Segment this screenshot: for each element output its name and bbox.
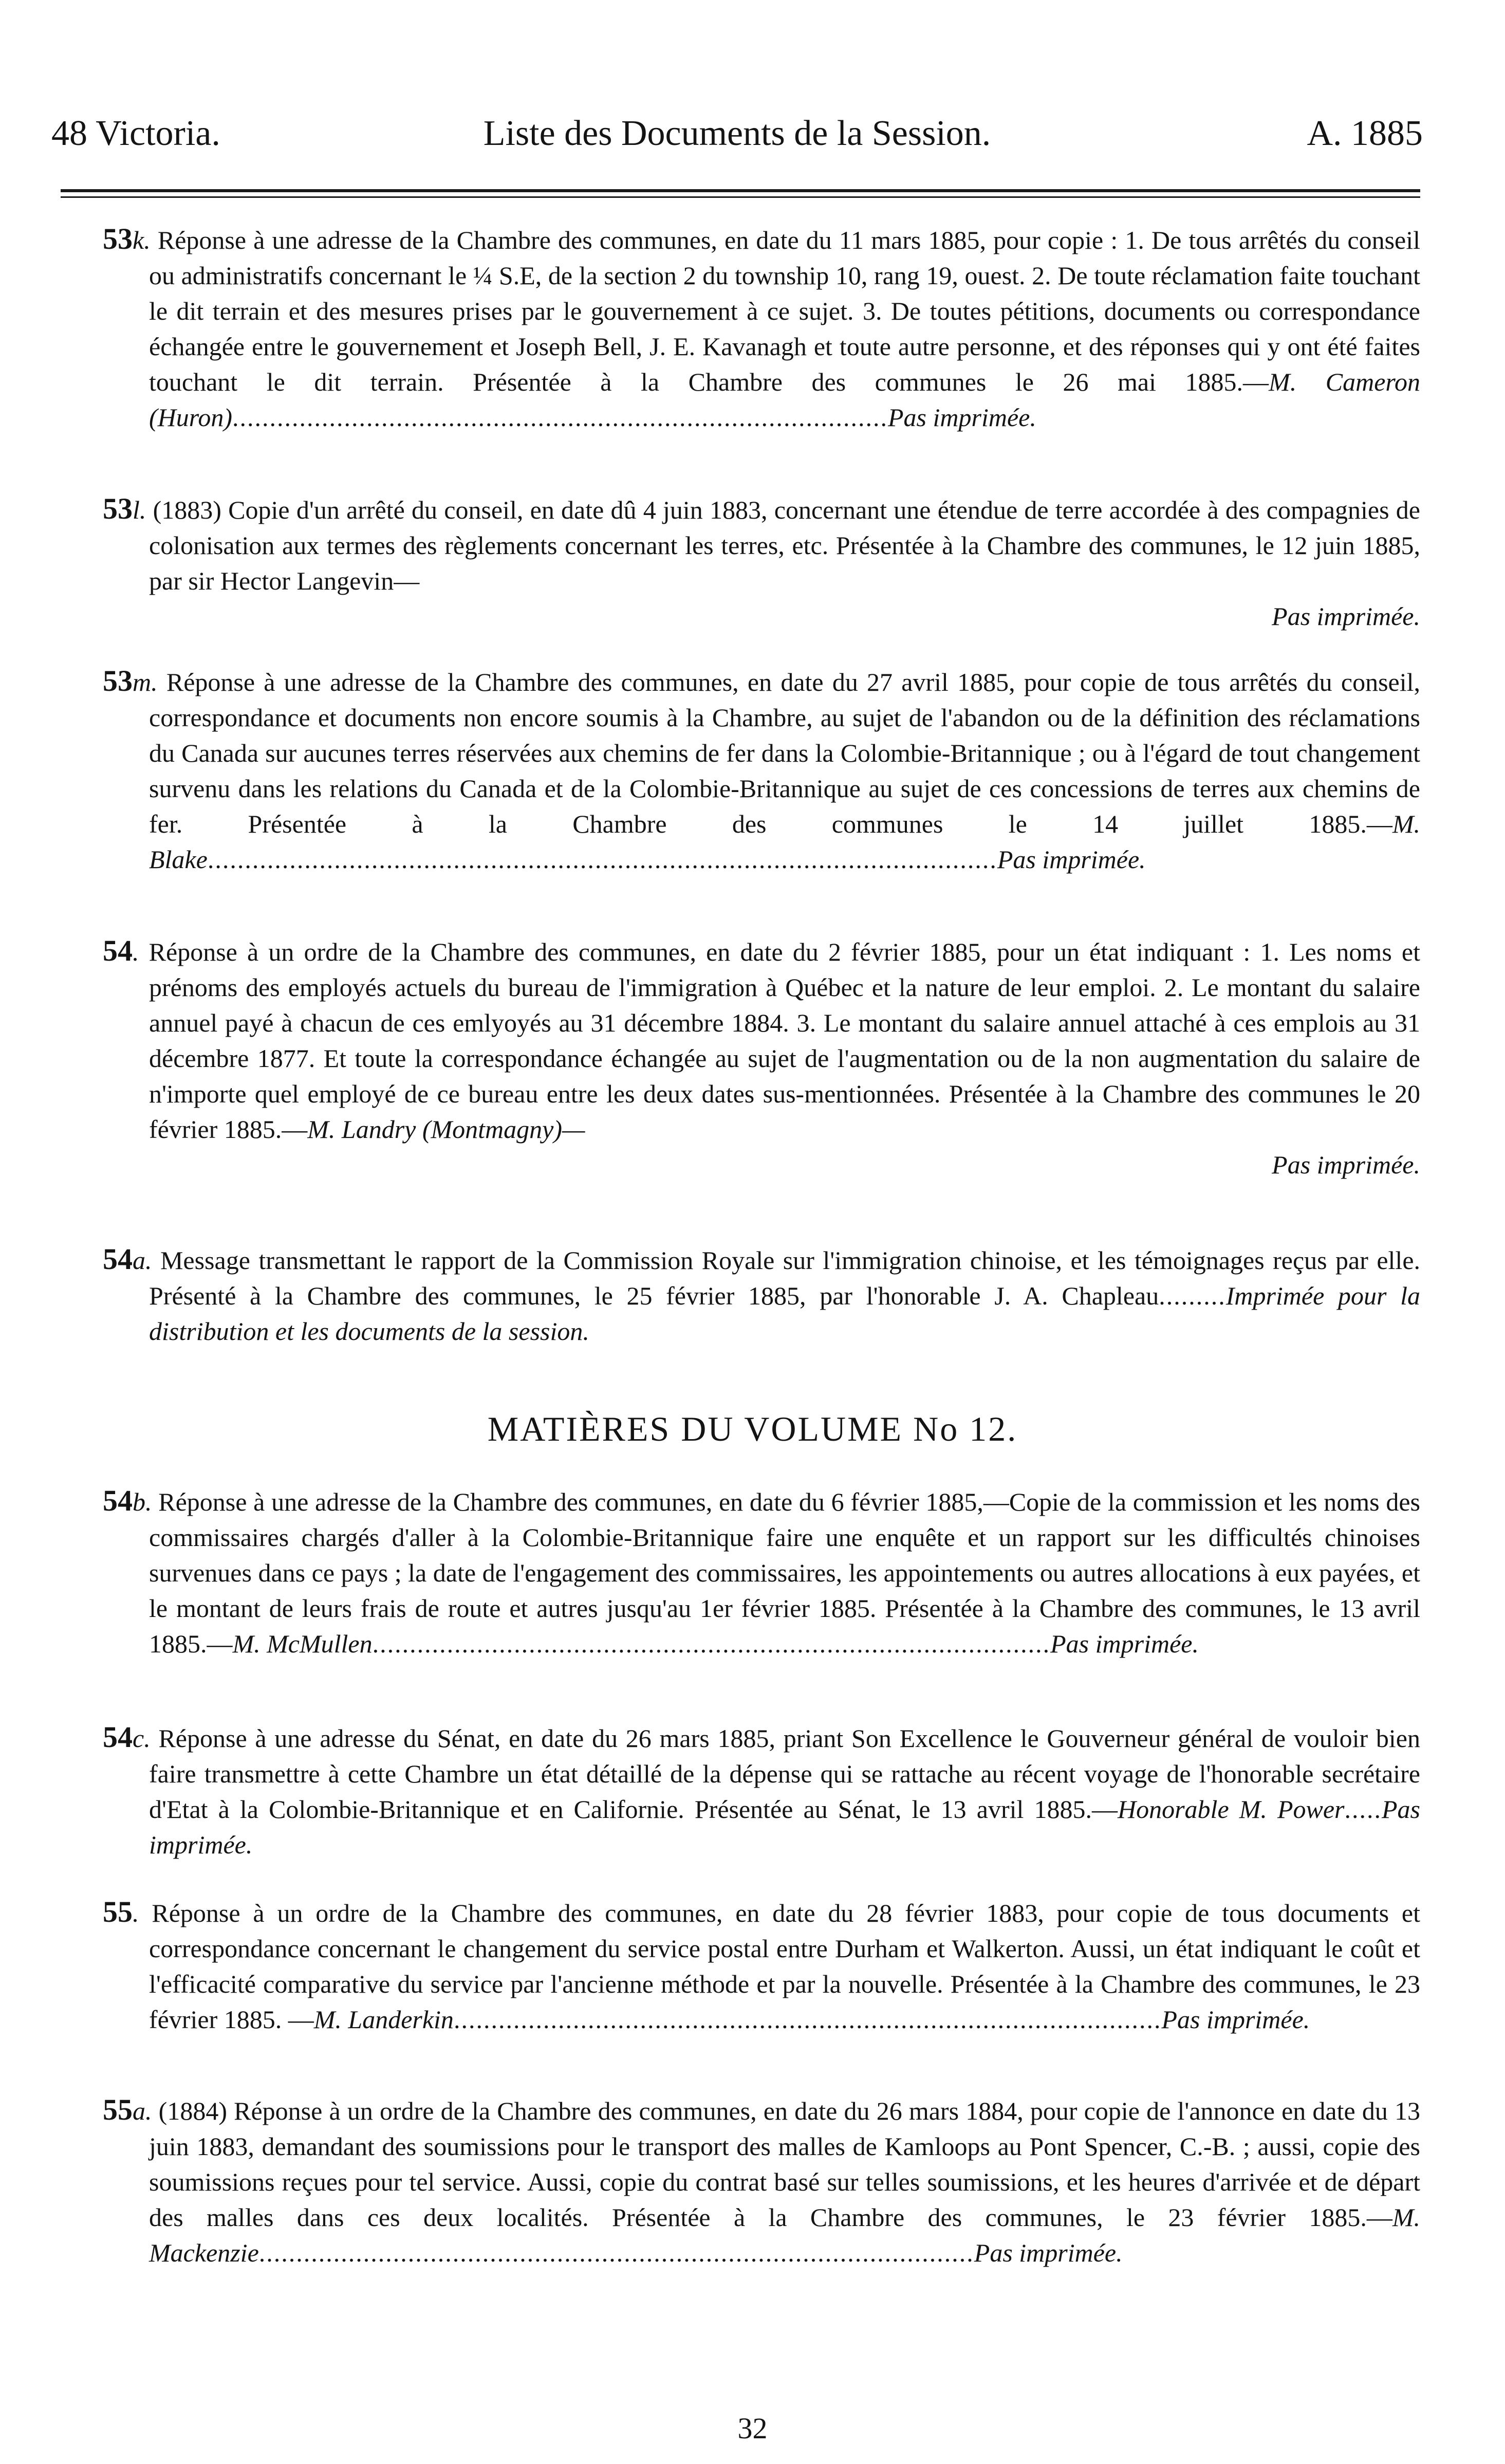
entry-number: 54: [103, 1484, 133, 1517]
entry-status: Pas imprimée.: [1161, 2005, 1310, 2034]
entry-status: Pas imprimée.: [1272, 1150, 1420, 1179]
entry-suffix: k.: [133, 226, 151, 254]
entry-mover: M. Landerkin: [313, 2005, 454, 2034]
entry-text: Réponse à une adresse du Sénat, en date du 26 mars 1885, priant Son Excellence le Gouverneur général de vouloir bien faire transmettre à cette Chambre un état détaillé de la dépense qui se rattache au récent voyage de l'honorable secrétaire d'Etat à la Colombie-Britannique et en Californie. Présentée au Sénat, le 13 avril 1885.—: [149, 1724, 1420, 1824]
leader-dots: ................................................................................................: [258, 2238, 974, 2267]
header-year: A. 1885: [1307, 114, 1423, 153]
entry-suffix: .: [133, 937, 139, 966]
header-rule-thick: [61, 189, 1420, 192]
leader-dots: ........................................................................................: [232, 403, 888, 432]
entry-54c: [103, 1719, 1421, 1863]
entry-text: Réponse à un ordre de la Chambre des communes, en date du 2 février 1885, pour un état indiquant : 1. Les noms et prénoms des employés actuels du bureau de l'immigration à Québec et la nature de leur emploi. 2. Le montant du salaire annuel payé à chacun de ces emlyoyés au 31 décembre 1884. 3. Le montant du salaire annuel attaché à ces emplois au 31 décembre 1877. Et toute la correspondance échangée au sujet de l'augmentation ou de la non augmentation du salaire de n'importe quel employé de ce bureau entre les deux dates sus-mentionnées. Présentée à la Chambre des communes le 20 février 1885.—: [148, 937, 1421, 1144]
entry-mover: M. Cameron (Huron): [149, 367, 1420, 432]
entry-status: Pas imprimée.: [1272, 602, 1420, 631]
entry-suffix: .: [133, 1899, 139, 1927]
running-head: [51, 111, 1423, 167]
entry-mover: M. Mackenzie: [149, 2203, 1420, 2267]
entry-suffix: b.: [133, 1487, 152, 1516]
entry-text: Réponse à une adresse de la Chambre des communes, en date du 27 avril 1885, pour copie de tous arrêtés du conseil, correspondance et documents non encore soumis à la Chambre, au sujet de l'abandon ou de la définition des réclamations du Canada sur aucunes terres réservées aux chemins de fer dans la Colombie-Britannique ; ou à l'égard de tout changement survenu dans les relations du Canada et de la Colombie-Britannique au sujet de ces concessions de terres aux chemins de fer. Présentée à la Chambre des communes le 14 juillet 1885.—: [149, 668, 1421, 838]
leader-dots: ...............................................................................................: [453, 2005, 1162, 2034]
entry-suffix: a.: [133, 1246, 152, 1275]
entry-53k: [103, 221, 1421, 435]
page-number: 32: [737, 2412, 768, 2445]
entry-suffix: a.: [133, 2097, 152, 2125]
entry-number: 53: [103, 222, 133, 255]
entry-text: Réponse à un ordre de la Chambre des communes, en date du 28 février 1883, pour copie de tous documents et correspondance concernant le changement du service postal entre Durham et Walkerton. Aussi, un état indiquant le coût et l'efficacité comparative du service par l'ancienne méthode et par la nouvelle. Présentée à la Chambre des communes, le 23 février 1885. —: [149, 1899, 1420, 2034]
leader-dots: .....: [1344, 1795, 1382, 1824]
entry-number: 54: [103, 934, 133, 967]
entry-suffix: l.: [133, 495, 146, 524]
entry-status: Pas imprimée.: [974, 2238, 1123, 2267]
entry-mover: Honorable M. Power: [1117, 1795, 1345, 1824]
entry-number: 54: [103, 1720, 133, 1754]
leader-dots: ...........................................................................................: [372, 1629, 1051, 1658]
entry-mover: M. Blake: [149, 810, 1420, 874]
entry-text: (1884) Réponse à un ordre de la Chambre des communes, en date du 26 mars 1884, pour copie de l'annonce en date du 13 juin 1883, demandant des soumissions pour le transport des malles de Kamloops au Pont Spencer, C.-B. ; aussi, copie des soumissions reçues pour tel service. Aussi, copie du contrat basé sur telles soumissions, et les heures d'arrivée et de départ des malles dans ces deux localités. Présentée à la Chambre des communes, le 23 février 1885.—: [149, 2097, 1421, 2232]
leader-dots: ..........................................................................................................: [207, 845, 997, 874]
entry-53m: [103, 663, 1421, 877]
entry-status: Pas imprimée.: [997, 845, 1146, 874]
header-rule-thin: [61, 196, 1420, 198]
entry-suffix: m.: [133, 668, 158, 696]
entry-text: Réponse à une adresse de la Chambre des communes, en date du 6 février 1885,—Copie de la commission et les noms des commissaires chargés d'aller à la Colombie-Britannique faire une enquête et un rapport sur les difficultés chinoises survenues dans ce pays ; la date de l'engagement des commissaires, les appointements ou autres allocations à eux payées, et le montant de leurs frais de route et autres jusqu'au 1er février 1885. Présentée à la Chambre des communes, le 13 avril 1885.—: [149, 1487, 1421, 1658]
entry-number: 55: [103, 1895, 133, 1928]
entry-55a: [103, 2092, 1421, 2271]
leader-dots: .........: [1159, 1281, 1226, 1310]
entry-text: (1883) Copie d'un arrêté du conseil, en date dû 4 juin 1883, concernant une étendue de terre accordée à des compagnies de colonisation aux termes des règlements concernant les terres, etc. Présentée à la Chambre des communes, le 12 juin 1885, par sir Hector Langevin—: [149, 495, 1420, 595]
entry-53l: [103, 491, 1420, 634]
entry-mover: M. Landry (Montmagny)—: [307, 1115, 585, 1144]
header-regnal-year: 48 Victoria.: [51, 114, 220, 153]
entry-55: [103, 1894, 1420, 2037]
entry-text: Réponse à une adresse de la Chambre des communes, en date du 11 mars 1885, pour copie : 1. De tous arrêtés du conseil ou administratifs concernant le ¼ S.E, de la section 2 du township 10, rang 19, ouest. 2. De toute réclamation faite touchant le dit terrain et des mesures prises par le gouvernement à ce sujet. 3. De toutes pétitions, documents ou correspondance échangée entre le gouvernement et Joseph Bell, J. E. Kavanagh et toute autre personne, et des réponses qui y ont été faites touchant le dit terrain. Présentée à la Chambre des communes le 26 mai 1885.—: [149, 226, 1421, 396]
entry-status: Imprimée pour la distribution et les documents de la session.: [149, 1281, 1420, 1346]
entry-text: Message transmettant le rapport de la Commission Royale sur l'immigration chinoise, et les témoignages reçus par elle. Présenté à la Chambre des communes, le 25 février 1885, par l'honorable J. A. Chapleau: [149, 1246, 1421, 1310]
entry-number: 54: [103, 1242, 133, 1276]
section-heading: MATIÈRES DU VOLUME No 12.: [487, 1409, 1018, 1448]
entry-status: Pas imprimée.: [1050, 1629, 1199, 1658]
entry-54: [103, 933, 1421, 1183]
entry-status: Pas imprimée.: [888, 403, 1036, 432]
entry-number: 53: [103, 664, 133, 697]
entry-status: Pas imprimée.: [149, 1795, 1421, 1859]
entry-suffix: c.: [133, 1724, 151, 1753]
entry-54a: [103, 1241, 1421, 1349]
entry-number: 55: [103, 2093, 133, 2126]
entry-number: 53: [103, 492, 133, 525]
entry-mover: M. McMullen: [232, 1629, 373, 1658]
entry-54b: [103, 1483, 1421, 1662]
header-title: Liste des Documents de la Session.: [483, 114, 991, 153]
